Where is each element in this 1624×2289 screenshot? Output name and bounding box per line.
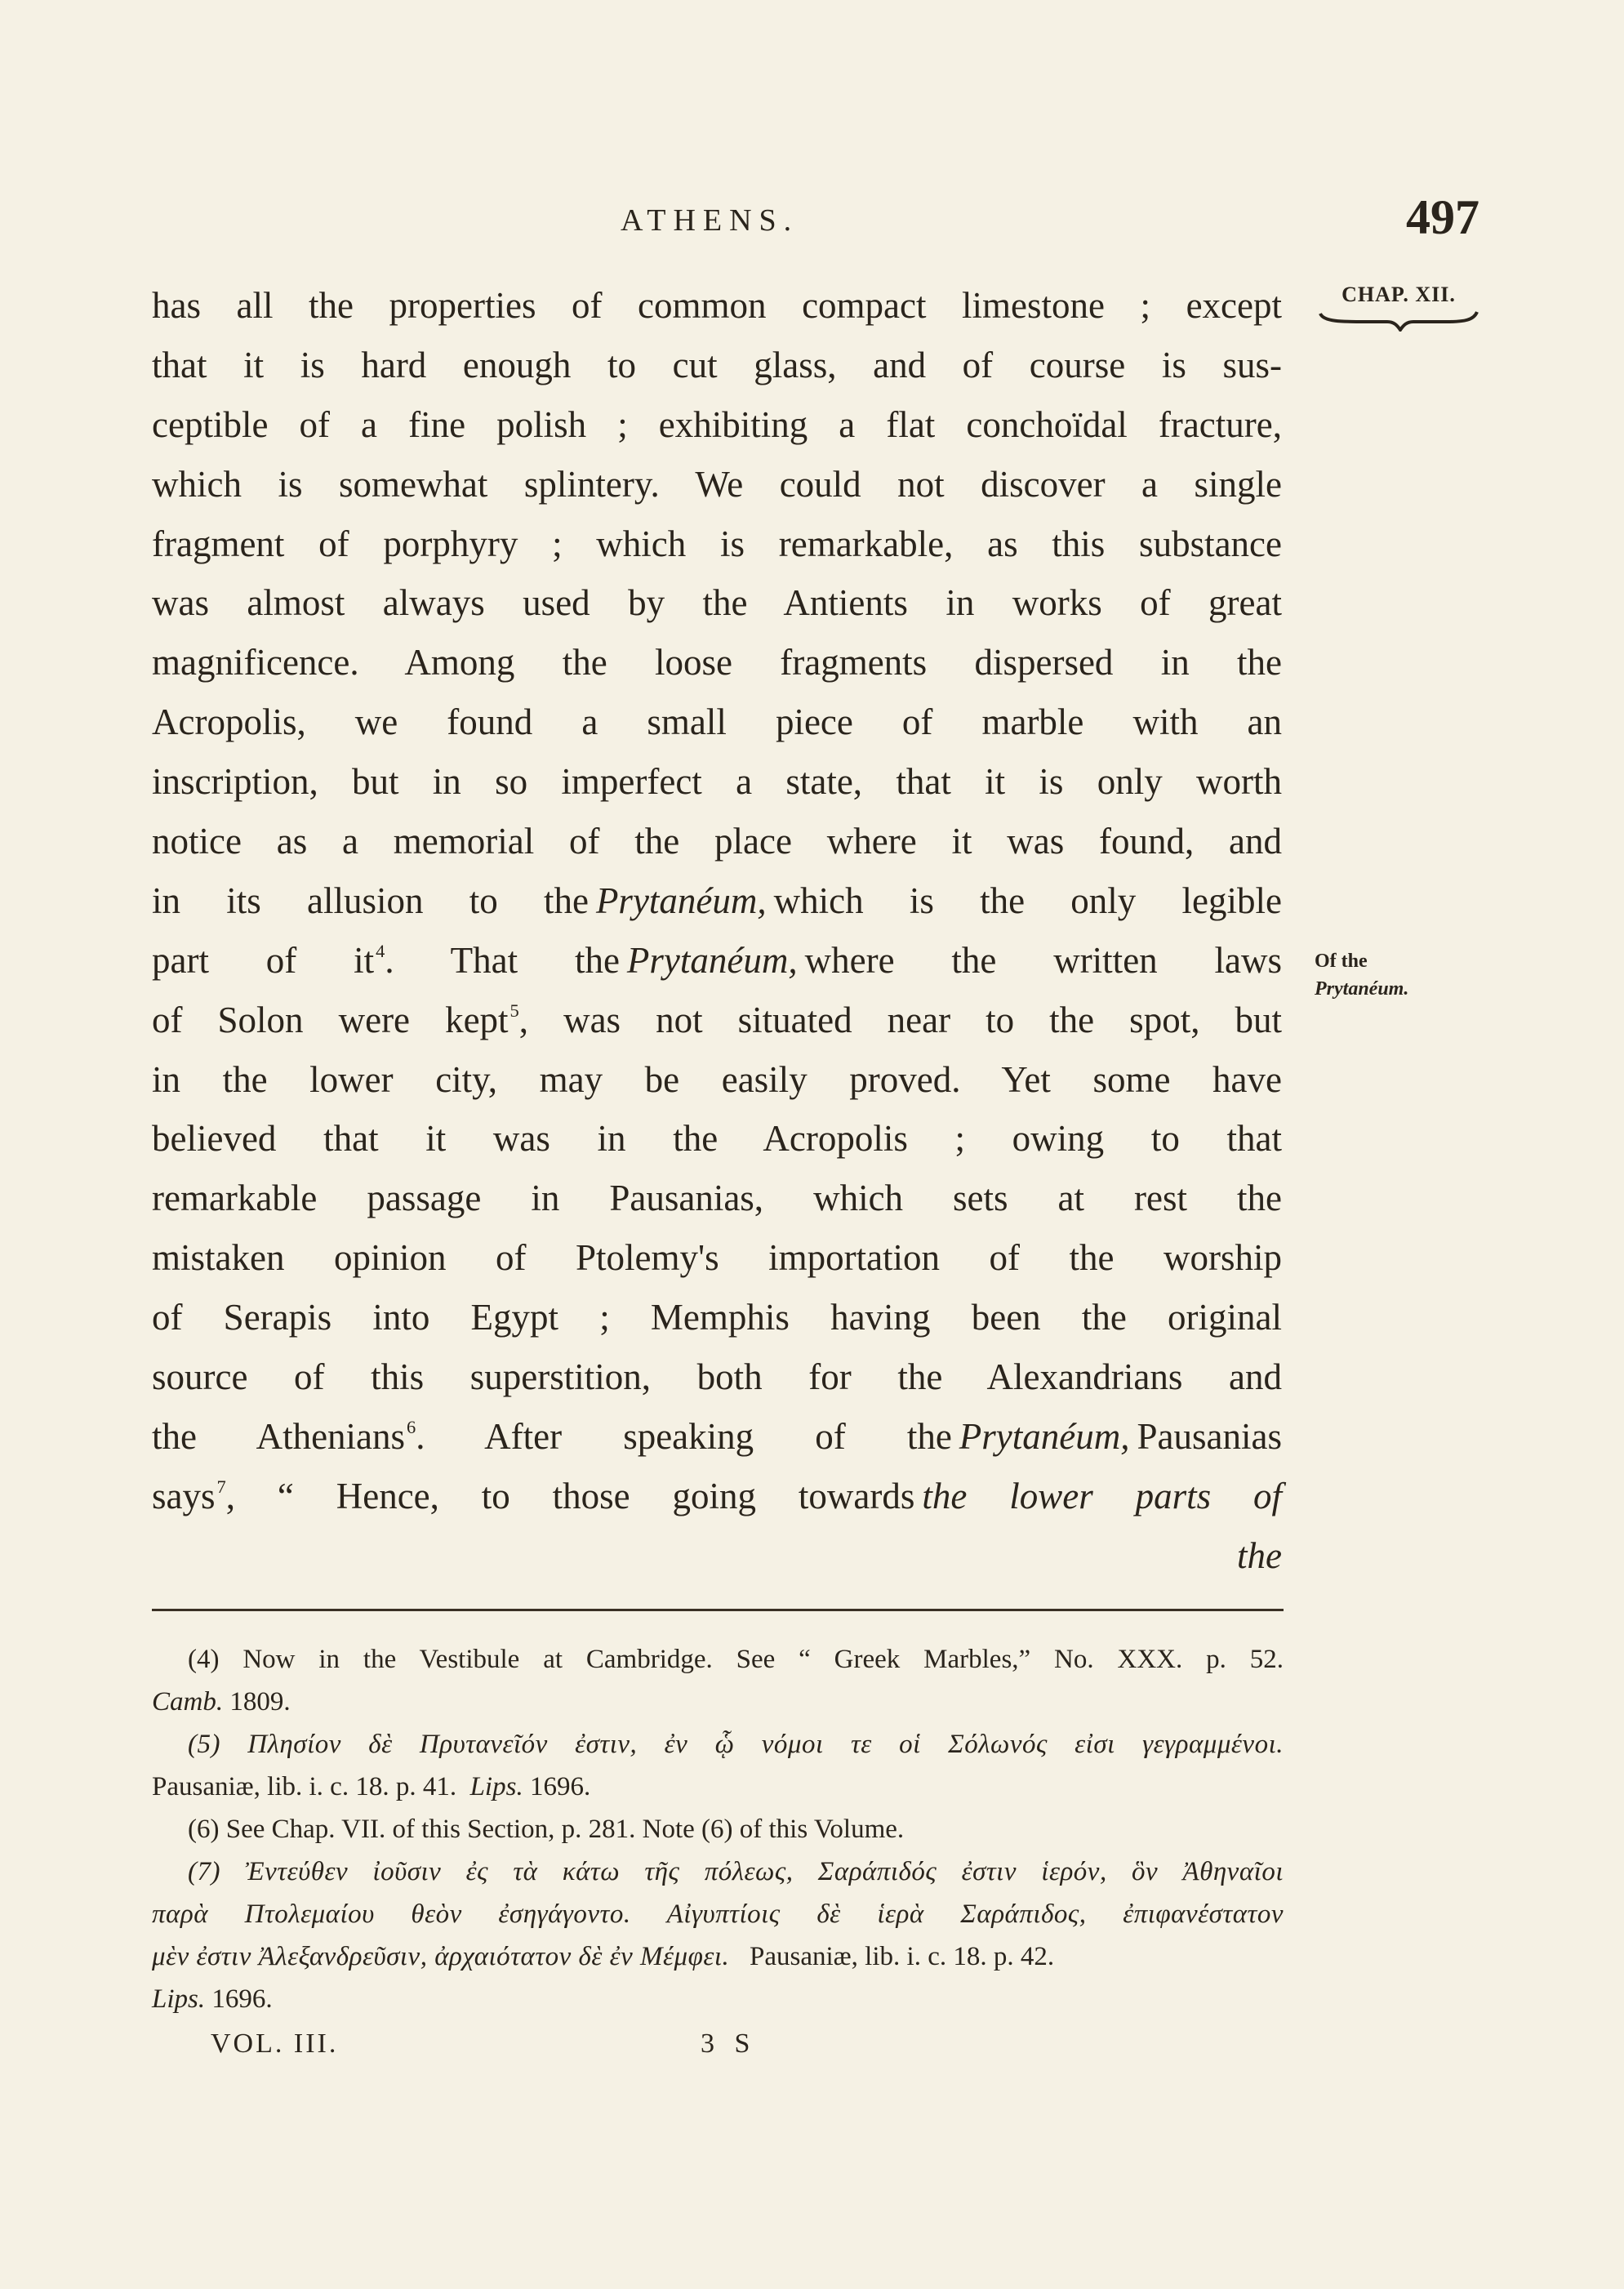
footnote-line — [152, 1766, 1284, 1808]
italic-term: Prytanéum, — [595, 880, 767, 921]
text-segment: mistaken opinion of Ptolemy's importation of the worship — [152, 1237, 1282, 1279]
text-segment: magnificence. Among the loose fragments dispersed in the — [152, 642, 1282, 684]
footnote-greek: (7) Ἐντεύθεν ἰοῦσιν ἐς τὰ κάτω τῆς πόλεως, Σαράπιδός ἐστιν ἱερόν, ὃν Ἀθηναῖοι — [188, 1857, 1284, 1886]
footnote-line: (4) Now in the Vestibule at Cambridge. See “ Greek Marbles,” No. XXX. p. 52. — [188, 1645, 1284, 1674]
footnote-line — [152, 1978, 1284, 2020]
text-segment: notice as a memorial of the place where it was found, and — [152, 821, 1282, 862]
body-line — [152, 336, 1282, 395]
text-segment: , “ Hence, to those going towards — [225, 1475, 915, 1516]
text-segment: fragment of porphyry ; which is remarkable, as this substance — [152, 523, 1282, 564]
text-segment: source of this superstition, both for the Alexandrians and — [152, 1356, 1282, 1398]
body-line — [152, 1347, 1282, 1407]
footnote-text: 1696. — [211, 1984, 273, 2014]
italic-abbrev: Lips. — [152, 1984, 206, 2014]
text-segment: of Serapis into Egypt ; Memphis having been the original — [152, 1297, 1282, 1338]
margin-subject-note — [1315, 947, 1470, 1003]
text-segment: part of it — [152, 939, 375, 981]
footnote-greek: (5) Πλησίον δὲ Πρυτανεῖόν ἐστιν, ἐν ᾧ νόμοι τε οἱ Σόλωνός εἰσι γεγραμμένοι. — [188, 1730, 1284, 1759]
footnote-text: Pausaniæ, lib. i. c. 18. p. 42. — [750, 1942, 1055, 1971]
italic-phrase: the lower parts of — [922, 1475, 1282, 1516]
italic-abbrev: Lips. — [469, 1772, 523, 1801]
body-line — [152, 1288, 1282, 1347]
footnote-6 — [152, 1808, 1284, 1850]
footnote-greek: παρὰ Πτολεμαίου θεὸν ἐσηγάγοντο. Αἰγυπτίοις δὲ ἱερὰ Σαράπιδος, ἐπιφανέστατον — [152, 1899, 1284, 1929]
catchword: the — [1237, 1534, 1282, 1576]
footnote-line — [152, 1681, 1284, 1723]
text-segment: where the written laws — [804, 939, 1282, 981]
text-segment: , was not situated near to the spot, but — [518, 999, 1282, 1040]
text-segment: Pausanias — [1137, 1415, 1282, 1457]
text-segment: . After speaking of the — [416, 1415, 952, 1457]
brace-icon — [1317, 310, 1480, 332]
body-line — [152, 752, 1282, 812]
text-segment: ceptible of a fine polish ; exhibiting a flat conchoïdal fracture, — [152, 403, 1282, 445]
text-segment: was almost always used by the Antients in works of great — [152, 582, 1282, 624]
body-line — [152, 1050, 1282, 1110]
footnote-greek: μὲν ἐστιν Ἀλεξανδρεῦσιν, ἀρχαιότατον δὲ ἐν Μέμφει. — [152, 1942, 730, 1971]
footnote-text: 1696. — [529, 1772, 591, 1801]
volume-label: VOL. III. — [211, 2028, 339, 2059]
text-segment: remarkable passage in Pausanias, which sets at rest the — [152, 1178, 1282, 1219]
footnote-line — [152, 1935, 1284, 1978]
signature-mark: 3 S — [701, 2028, 757, 2059]
footnotes — [152, 1638, 1284, 2020]
footnote-text: 1809. — [229, 1687, 291, 1717]
body-line — [152, 633, 1282, 692]
body-line — [152, 991, 1282, 1050]
text-segment: believed that it was in the Acropolis ; owing to that — [152, 1118, 1282, 1160]
text-segment: inscription, but in so imperfect a state, that it is only worth — [152, 761, 1282, 803]
body-text — [152, 276, 1282, 1586]
body-line — [152, 573, 1282, 633]
body-line — [152, 276, 1282, 336]
text-segment: which is somewhat splintery. We could not discover a single — [152, 463, 1282, 505]
body-line — [152, 1169, 1282, 1228]
body-line — [152, 931, 1282, 991]
text-segment: Acropolis, we found a small piece of marble with an — [152, 701, 1282, 743]
body-line — [152, 455, 1282, 514]
chapter-label: CHAP. XII. — [1341, 283, 1456, 306]
text-segment: in its allusion to the — [152, 880, 589, 921]
footnote-line: (6) See Chap. VII. of this Section, p. 281. Note (6) of this Volume. — [188, 1815, 905, 1844]
text-segment: . That the — [385, 939, 620, 981]
body-line — [152, 1407, 1282, 1467]
text-segment: says — [152, 1475, 216, 1516]
text-segment: has all the properties of common compact limestone ; except — [152, 285, 1282, 326]
italic-term: Prytanéum, — [626, 939, 798, 981]
footnote-ref: 4 — [376, 940, 385, 961]
text-segment: which is the only legible — [773, 880, 1282, 921]
footnote-text: Pausaniæ, lib. i. c. 18. p. 41. — [152, 1772, 457, 1801]
body-line — [152, 1228, 1282, 1288]
margin-note-of: Of the — [1315, 951, 1368, 972]
footnote-rule — [152, 1609, 1284, 1611]
body-line — [152, 871, 1282, 931]
footnote-5 — [152, 1723, 1284, 1808]
footnote-7 — [152, 1850, 1284, 2020]
footnote-ref: 6 — [407, 1416, 416, 1437]
text-segment: in the lower city, may be easily proved. Yet some have — [152, 1058, 1282, 1100]
margin-note-subject: Prytanéum. — [1315, 978, 1409, 1000]
footnote-ref: 5 — [509, 1000, 519, 1021]
body-line — [152, 812, 1282, 871]
text-segment: of Solon were kept — [152, 999, 509, 1040]
body-line — [152, 514, 1282, 574]
page-number: 497 — [1406, 190, 1479, 244]
text-segment: that it is hard enough to cut glass, and of course is sus- — [152, 344, 1282, 385]
catchword-line — [152, 1526, 1282, 1586]
running-title: ATHENS. — [621, 203, 799, 238]
body-line — [152, 1109, 1282, 1169]
italic-abbrev: Camb. — [152, 1687, 224, 1717]
text-segment: the Athenians — [152, 1415, 406, 1457]
footnote-4 — [152, 1638, 1284, 1723]
italic-term: Prytanéum, — [959, 1415, 1130, 1457]
footnote-ref: 7 — [216, 1476, 226, 1497]
body-line — [152, 395, 1282, 455]
body-line — [152, 692, 1282, 752]
margin-chapter-note — [1315, 281, 1483, 332]
body-line — [152, 1467, 1282, 1526]
